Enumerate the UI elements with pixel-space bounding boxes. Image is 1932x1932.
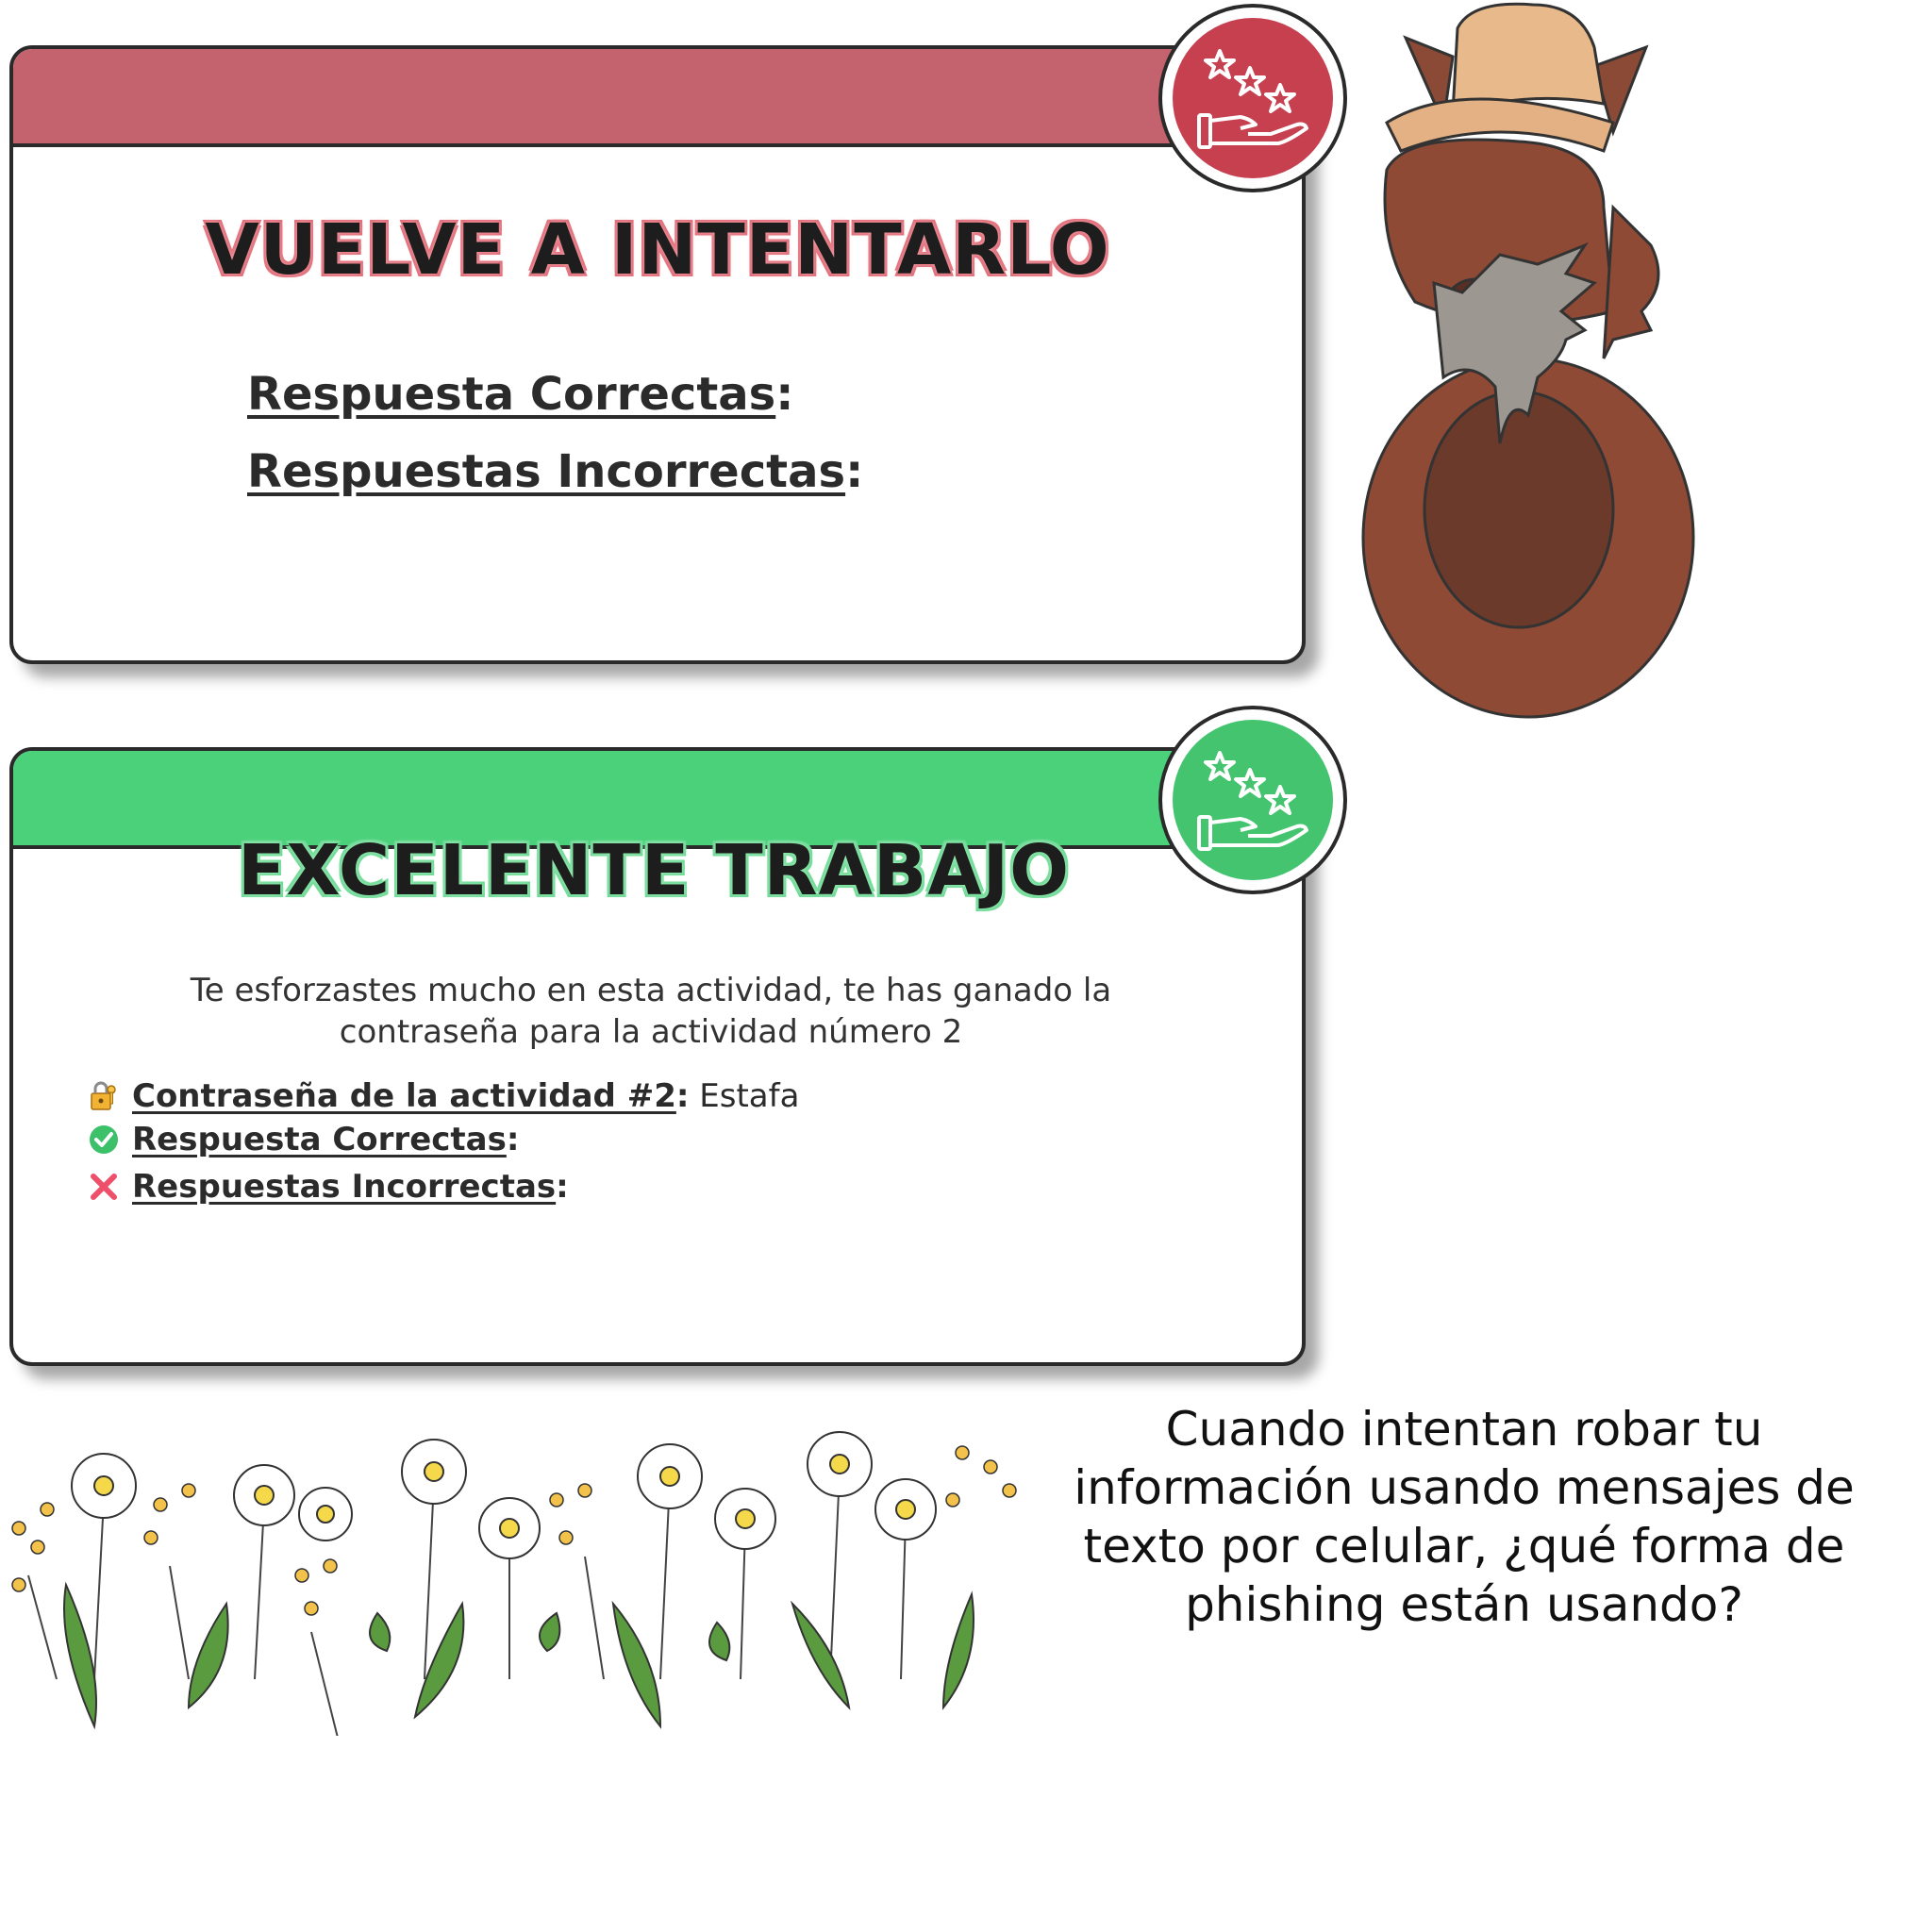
hand-stars-icon (1191, 42, 1314, 155)
check-circle-icon (87, 1123, 121, 1157)
try-again-header-band (13, 49, 1302, 147)
password-label: Contraseña de la actividad #2 (132, 1077, 676, 1115)
excellent-incorrect-row: Respuestas Incorrectas: (87, 1168, 569, 1206)
excellent-badge (1158, 706, 1347, 894)
excellent-correct-label: Respuesta Correctas (132, 1121, 507, 1158)
hand-stars-icon (1191, 743, 1314, 857)
daisy-flowers (0, 1396, 1047, 1736)
excellent-description: Te esforzastes mucho en esta actividad, te has ganado la contraseña para la actividad número 2 (190, 972, 1112, 1051)
try-again-badge (1158, 4, 1347, 192)
password-row: Contraseña de la actividad #2 : Estafa (87, 1077, 799, 1115)
try-again-correct-label: Respuesta Correctas: (247, 368, 794, 421)
phishing-question: Cuando intentan robar tu información usando mensajes de texto por celular, ¿qué forma de phishing están usando? (1074, 1402, 1855, 1632)
try-again-title: VUELVE A INTENTARLO (205, 209, 1110, 291)
cross-icon (87, 1170, 121, 1204)
try-again-card (9, 45, 1306, 664)
excellent-incorrect-label: Respuestas Incorrectas (132, 1168, 557, 1206)
excellent-title: EXCELENTE TRABAJO (237, 830, 1071, 911)
try-again-incorrect-label: Respuestas Incorrectas: (247, 445, 864, 498)
password-value: Estafa (699, 1077, 800, 1115)
excellent-correct-row: Respuesta Correctas: (87, 1121, 519, 1158)
lock-key-icon (87, 1079, 121, 1113)
cowboy-character (1330, 0, 1707, 726)
